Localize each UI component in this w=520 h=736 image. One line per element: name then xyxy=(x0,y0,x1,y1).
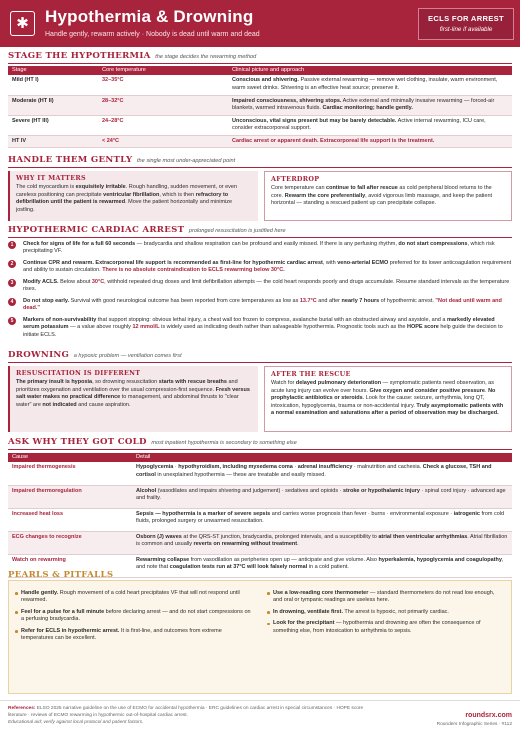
table-row xyxy=(8,75,512,95)
step-number: 3 xyxy=(8,279,16,287)
after-rescue-box xyxy=(264,366,512,432)
list-item xyxy=(8,260,512,275)
section-divider xyxy=(8,63,512,64)
table-row xyxy=(8,531,512,554)
section-divider xyxy=(8,362,512,363)
list-item: Refer for ECLS in hypothermic arrest. It is first-line, and outcomes from extreme temperatures can be excellent. xyxy=(15,628,253,643)
box-text: Watch for delayed pulmonary deterioration — symptomatic patients need observation, as acute lung injury can evolve over hours. Give oxygen and consider positive pressure. No prophylactic antibiotics or steroids. Look for the cause: seizure, arrhythmia, long QT, intoxication, hypoglycemia, trauma or non-accidental injury. Truly asymptomatic patients with a normal examination and saturations after a period of observation may be discharged. xyxy=(271,380,504,417)
column-header: Detail xyxy=(132,453,512,462)
picture-cell: Unconscious, vital signs present but may be barely detectable. Active internal rewarming, ICU care, consider extracorporeal support. xyxy=(228,115,512,135)
picture-cell: Conscious and shivering. Passive external rewarming — remove wet clothing, insulate, warm environment, warm sweet drinks. Shivering is an effective heat source; preserve it. xyxy=(228,75,512,95)
picture-cell: Impaired consciousness, shivering stops. Active external and minimally invasive rewarming — forced-air blankets, warmed intravenous fluids. Cardiac monitoring; handle gently. xyxy=(228,95,512,115)
stage-cell: Severe (HT III) xyxy=(8,115,98,135)
section-title: ASK WHY THEY GOT COLD xyxy=(8,437,147,447)
temp-cell: 28–32°C xyxy=(98,95,228,115)
stage-cell: Mild (HT I) xyxy=(8,75,98,95)
section-title: PEARLS & PITFALLS xyxy=(8,570,114,580)
detail-cell: Rewarming collapse from vasodilation as peripheries open up — anticipate and give volume. Also hyperkalemia, hypoglycemia and coagulopathy, and note that coagulation tests run at 37°C will look falsely normal in a cold patient. xyxy=(132,554,512,577)
list-item xyxy=(8,241,512,256)
staging-table xyxy=(8,66,512,148)
why-it-matters-box xyxy=(8,171,258,221)
afterdrop-box xyxy=(264,171,512,221)
detail-cell: Osborn (J) waves at the QRS-ST junction, bradycardia, prolonged intervals, and a susceptibility to atrial then ventricular arrhythmias. Atrial fibrillation is common and usually reverts on rewarming without treatment. xyxy=(132,531,512,554)
section-title: DROWNING xyxy=(8,350,70,360)
list-item: Look for the precipitant — hypothermia and drowning are often the consequence of something else, from intoxication to arrhythmia to sepsis. xyxy=(267,620,505,635)
gently-heading xyxy=(8,155,512,167)
staging-heading xyxy=(8,51,512,63)
list-item xyxy=(8,279,512,294)
column-header: Clinical picture and approach xyxy=(228,66,512,75)
series-label: Rounders Infographic Series · #112 xyxy=(436,722,512,727)
site-link[interactable]: roundsrx.com xyxy=(465,712,512,719)
temp-cell: 32–35°C xyxy=(98,75,228,95)
drowning-heading xyxy=(8,350,512,362)
section-title: STAGE THE HYPOTHERMIA xyxy=(8,51,151,61)
section-subtitle: prolonged resuscitation is justified here xyxy=(188,228,286,234)
section-subtitle: a hypoxic problem — ventilation comes first xyxy=(73,353,182,359)
box-text: Core temperature can continue to fall after rescue as cold peripheral blood returns to the core. Rewarm the core preferentially, avoid vigorous limb massage, and keep the patient horizontal — standing a rescued patient up can precipitate collapse. xyxy=(271,185,493,207)
detail-cell: Sepsis — hypothermia is a marker of severe sepsis and carries worse prognosis than fever · burns · environmental exposure · iatrogenic from cold fluids, prolonged surgery or unwarmed resuscitation. xyxy=(132,508,512,531)
table-header-row xyxy=(8,66,512,75)
box-title: RESUSCITATION IS DIFFERENT xyxy=(16,369,141,377)
temp-cell: 24–28°C xyxy=(98,115,228,135)
table-header-row xyxy=(8,453,512,462)
table-row xyxy=(8,135,512,147)
table-row xyxy=(8,462,512,485)
section-divider xyxy=(8,237,512,238)
arrest-heading xyxy=(8,225,512,237)
pearls-box xyxy=(8,580,512,694)
cause-heading xyxy=(8,437,512,449)
pearls-right-list xyxy=(267,590,505,639)
list-item: Feel for a pulse for a full minute before declaring arrest — and do not start compressions on a perfusing bradycardia. xyxy=(15,609,253,624)
detail-cell: Alcohol (vasodilates and impairs shivering and judgement) · sedatives and opioids · stroke or hypothalamic injury · spinal cord injury · advanced age and frailty. xyxy=(132,485,512,508)
step-number: 2 xyxy=(8,260,16,268)
badge-subtitle: first-line if available xyxy=(439,26,493,34)
box-text: The cold myocardium is exquisitely irritable. Rough handling, sudden movement, or even careless positioning can precipitate ventricular fibrillation, which is then refractory to defibrillation until the patient is rewarmed. Move the patient horizontally and minimize jostling. xyxy=(16,184,238,213)
list-item: Use a low-reading core thermometer — standard thermometers do not read low enough, and oral or tympanic readings are useless here. xyxy=(267,590,505,605)
box-title: AFTERDROP xyxy=(271,175,320,183)
references: References: ELSO 2025 narrative guideline on the use of ECMO for accidental hypothermia · ERC guidelines on cardiac arrest in special circumstances · HOPE score literature · reviews of ECMO rewarming in hypothermic out-of-hospital cardiac arrest. Educational aid; verify against local protocol and patient factors. xyxy=(8,706,364,725)
step-text: Modify ACLS. Below about 30°C, withhold repeated drug doses and limit defibrillation attempts — the cold heart responds poorly and drugs accumulate. Resume standard intervals as the temperature rises. xyxy=(23,279,510,293)
box-text: The primary insult is hypoxia, so drowning resuscitation starts with rescue breaths and prioritizes oxygenation and ventilation over the usual compression-first sequence. Fresh versus salt water makes no practical difference to management, and abdominal thrusts to "clear water" are not indicated and cause aspiration. xyxy=(16,379,250,408)
step-text: Markers of non-survivability that support stopping: obvious lethal injury, a chest wall too frozen to compress, avalanche burial with an obstructed airway and asystole, and a markedly elevated serum potassium — a value above roughly 12 mmol/L is widely used as indicating death rather than salvageable hypothermia. Prognostic tools such as the HOPE score help guide the decision to initiate ECLS. xyxy=(23,317,503,338)
section-divider xyxy=(8,449,512,450)
section-title: HANDLE THEM GENTLY xyxy=(8,155,133,165)
box-title: AFTER THE RESCUE xyxy=(271,370,351,378)
badge-title: ECLS FOR ARREST xyxy=(428,14,504,23)
section-subtitle: the single most under-appreciated point xyxy=(136,158,236,164)
cause-cell: Increased heat loss xyxy=(8,508,132,531)
detail-cell: Hypoglycemia · hypothyroidism, including myxedema coma · adrenal insufficiency · malnutrition and cachexia. Check a glucose, TSH and cortisol in unexplained hypothermia — these are treatable and easily missed. xyxy=(132,462,512,485)
step-text: Continue CPR and rewarm. Extracorporeal life support is recommended as first-line for hypothermic cardiac arrest, with veno-arterial ECMO preferred for its lower anticoagulation requirement and ability to sustain circulation. There is no absolute contraindication to ECLS rewarming below 30°C. xyxy=(23,260,512,274)
box-title: WHY IT MATTERS xyxy=(16,174,86,182)
list-item: In drowning, ventilate first. The arrest is hypoxic, not primarily cardiac. xyxy=(267,609,505,616)
cause-cell: Impaired thermogenesis xyxy=(8,462,132,485)
list-item xyxy=(8,317,512,339)
list-item: Handle gently. Rough movement of a cold heart precipitates VF that will not respond until rewarmed. xyxy=(15,590,253,605)
stage-cell: Moderate (HT II) xyxy=(8,95,98,115)
cause-table xyxy=(8,453,512,578)
snowflake-icon: ✱ xyxy=(10,11,35,36)
pearls-left-list xyxy=(15,590,253,647)
section-title: HYPOTHERMIC CARDIAC ARREST xyxy=(8,225,185,235)
step-text: Check for signs of life for a full 60 seconds — bradycardia and shallow respiration can be profound and easily missed. If there is any perfusing rhythm, do not start compressions, which risk precipitating VF. xyxy=(23,241,495,255)
table-row xyxy=(8,95,512,115)
list-item xyxy=(8,298,512,313)
page-title: Hypothermia & Drowning xyxy=(45,7,254,26)
page-subtitle: Handle gently, rewarm actively · Nobody is dead until warm and dead xyxy=(45,31,260,38)
footer xyxy=(0,700,520,736)
header-banner xyxy=(0,0,520,47)
step-number: 1 xyxy=(8,241,16,249)
section-subtitle: most inpatient hypothermia is secondary to something else xyxy=(151,440,297,446)
table-row xyxy=(8,508,512,531)
section-subtitle: the stage decides the rewarming method xyxy=(155,54,257,60)
step-number: 4 xyxy=(8,298,16,306)
ecls-badge xyxy=(418,8,514,40)
column-header: Core temperature xyxy=(98,66,228,75)
table-row xyxy=(8,485,512,508)
cause-cell: Watch on rewarming xyxy=(8,554,132,577)
cause-cell: Impaired thermoregulation xyxy=(8,485,132,508)
picture-cell: Cardiac arrest or apparent death. Extracorporeal life support is the treatment. xyxy=(228,135,512,147)
column-header: Cause xyxy=(8,453,132,462)
section-divider xyxy=(8,167,512,168)
step-number: 5 xyxy=(8,317,16,325)
step-text: Do not stop early. Survival with good neurological outcome has been reported from core temperatures as low as 13.7°C and after nearly 7 hours of hypothermic arrest. "Not dead until warm and dead." xyxy=(23,298,502,312)
temp-cell: < 24°C xyxy=(98,135,228,147)
resuscitation-box xyxy=(8,366,258,432)
table-row xyxy=(8,115,512,135)
column-header: Stage xyxy=(8,66,98,75)
stage-cell: HT IV xyxy=(8,135,98,147)
cause-cell: ECG changes to recognize xyxy=(8,531,132,554)
